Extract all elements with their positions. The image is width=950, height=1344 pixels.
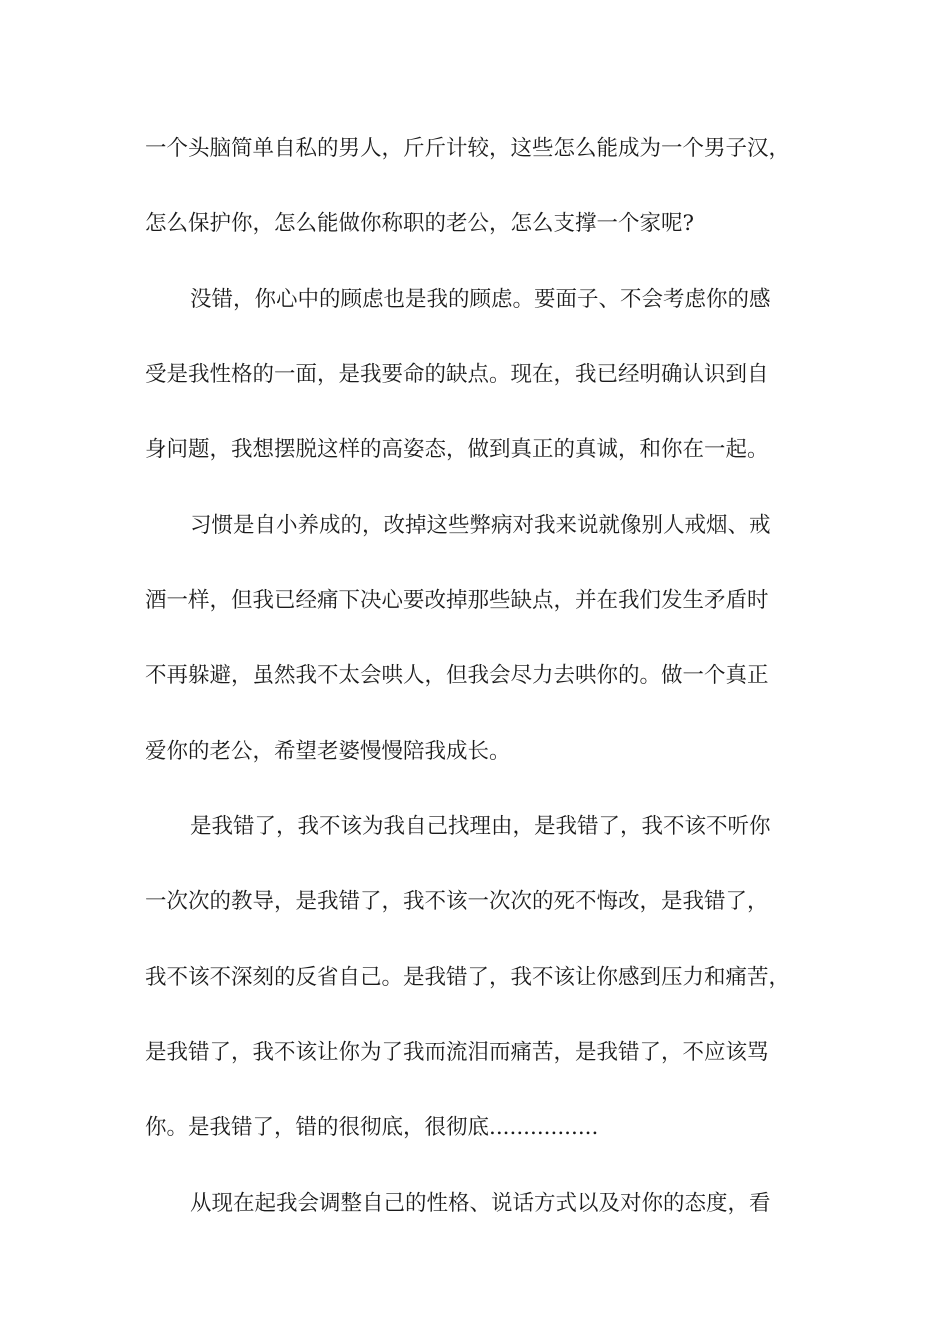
text-line: 怎么保护你，怎么能做你称职的老公，怎么支撑一个家呢? <box>145 211 695 236</box>
text-line: 一次次的教导，是我错了，我不该一次次的死不悔改，是我错了， <box>145 889 769 914</box>
text-line: 一个头脑简单自私的男人，斤斤计较，这些怎么能成为一个男子汉， <box>145 136 791 161</box>
text-line: 我不该不深刻的反省自己。是我错了，我不该让你感到压力和痛苦， <box>145 965 791 990</box>
paragraph-first-line: 是我错了，我不该为我自己找理由，是我错了，我不该不听你 <box>190 814 771 839</box>
text-line: 酒一样，但我已经痛下决心要改掉那些缺点，并在我们发生矛盾时 <box>145 588 769 613</box>
text-line: 你。是我错了，错的很彻底，很彻底................ <box>145 1115 599 1140</box>
paragraph-first-line: 从现在起我会调整自己的性格、说话方式以及对你的态度，看 <box>190 1191 771 1216</box>
text-line: 是我错了，我不该让你为了我而流泪而痛苦，是我错了，不应该骂 <box>145 1040 769 1065</box>
text-line: 身问题，我想摆脱这样的高姿态，做到真正的真诚，和你在一起。 <box>145 437 769 462</box>
text-line: 爱你的老公，希望老婆慢慢陪我成长。 <box>145 739 511 764</box>
paragraph-first-line: 没错，你心中的顾虑也是我的顾虑。要面子、不会考虑你的感 <box>190 287 771 312</box>
text-line: 不再躲避，虽然我不太会哄人，但我会尽力去哄你的。做一个真正 <box>145 663 769 688</box>
paragraph-first-line: 习惯是自小养成的，改掉这些弊病对我来说就像别人戒烟、戒 <box>190 513 771 538</box>
text-line: 受是我性格的一面，是我要命的缺点。现在，我已经明确认识到自 <box>145 362 769 387</box>
